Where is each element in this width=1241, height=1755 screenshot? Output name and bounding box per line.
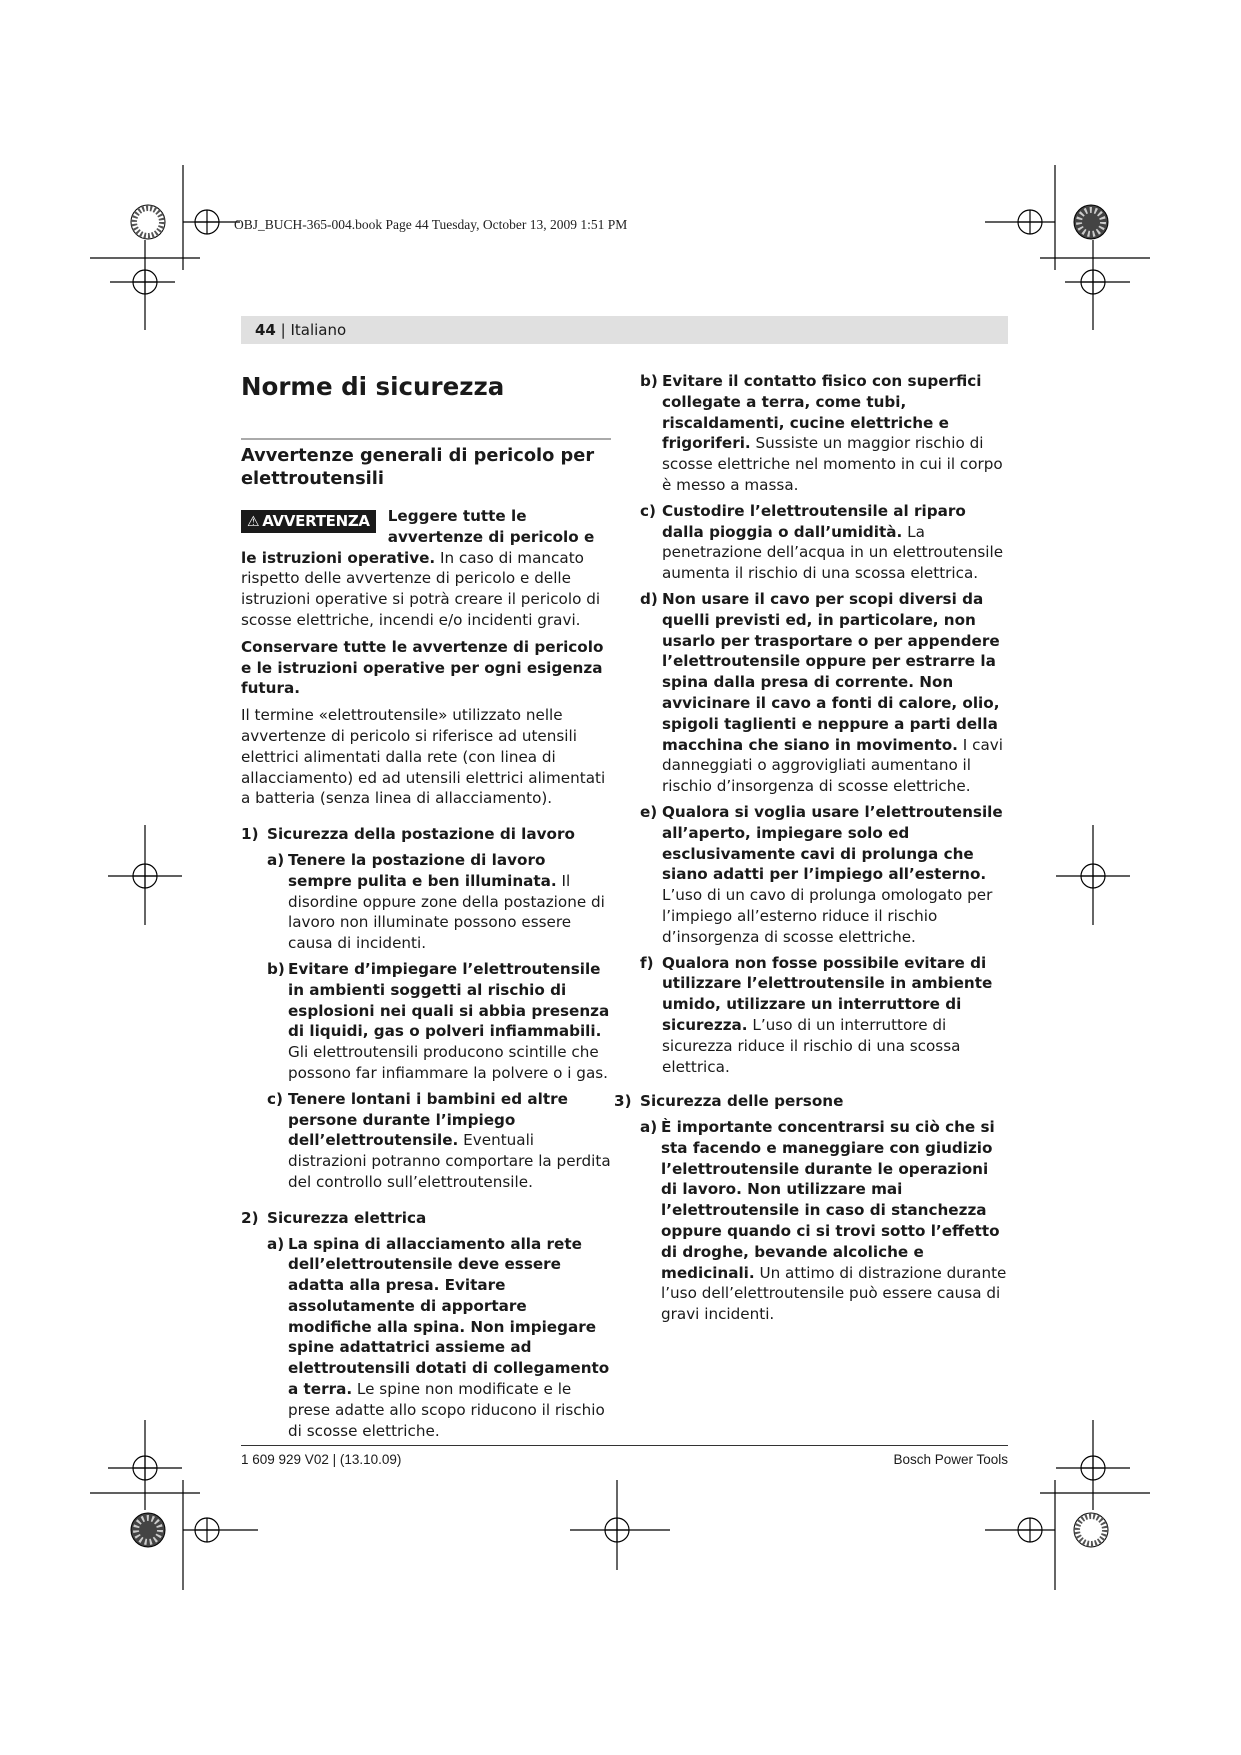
item-bold: La spina di allacciamento alla rete dell’elettroutensile deve essere adatta alla presa. Evitare assolutamente di apportare modifiche alla spina. Non impiegare spine adattatrici assieme ad elettroutensili dotati di collegamento a terra. [288, 1234, 610, 1399]
page-title: Norme di sicurezza [241, 372, 505, 401]
list-item [241, 1234, 611, 1442]
section-3-title: Sicurezza delle persone [640, 1092, 844, 1111]
list-item [241, 1089, 611, 1193]
list-item [614, 1117, 1008, 1325]
item-text: I cavi danneggiati o aggrovigliati aumentano il rischio d’insorgenza di scosse elettriche. [662, 735, 1003, 796]
item-text: L’uso di un cavo di prolunga omologato per l’impiego all’esterno riduce il rischio d’insorgenza di scosse elettriche. [662, 886, 993, 946]
list-item [640, 371, 1008, 496]
item-bold: Qualora non fosse possibile evitare di utilizzare l’elettroutensile in ambiente umido, utilizzare un interruttore di sicurezza. [662, 953, 993, 1034]
left-column [241, 371, 611, 1446]
item-letter: f) [640, 953, 654, 972]
keep-instructions-notice: Conservare tutte le avvertenze di pericolo e le istruzioni operative per ogni esigenza futura. [241, 637, 604, 698]
term-definition: Il termine «elettroutensile» utilizzato nelle avvertenze di pericolo si riferisce ad utensili elettrici alimentati dalla rete (con linea di allacciamento) ed ad utensili elettrici alimentati a batteria (senza linea di allacciamento). [241, 706, 606, 808]
item-letter: d) [640, 589, 658, 608]
right-column [614, 371, 1008, 1330]
section-3-number: 3) [614, 1092, 632, 1111]
item-bold: Qualora si voglia usare l’elettroutensile all’aperto, impiegare solo ed esclusivamente cavi di prolunga che siano adatti per l’impiego all’esterno. [662, 802, 1003, 884]
item-bold: Tenere lontani i bambini ed altre persone durante l’impiego dell’elettroutensile. [288, 1089, 568, 1150]
item-text: Sussiste un maggior rischio di scosse elettriche nel momento in cui il corpo è messo a massa. [662, 434, 1003, 494]
item-bold: È importante concentrarsi su ciò che si sta facendo e maneggiare con giudizio l’elettroutensile durante le operazioni di lavoro. Non utilizzare mai l’elettroutensile in caso di stanchezza oppure quando ci si trovi sotto l’effetto di droghe, bevande alcoliche e medicinali. [661, 1118, 1000, 1282]
item-letter: a) [267, 850, 285, 869]
item-text: L’uso di un interruttore di sicurezza riduce il rischio di una scossa elettrica. [662, 1015, 961, 1076]
item-letter: e) [640, 802, 658, 821]
warning-paragraph [241, 506, 611, 631]
section-3-heading [614, 1091, 1008, 1112]
item-text: Eventuali distrazioni potranno comportare la perdita del controllo sull’elettroutensile. [288, 1131, 611, 1191]
list-item [640, 802, 1008, 948]
section-2-heading [241, 1208, 611, 1229]
item-text: Gli elettroutensili producono scintille che possono far infiammare la polvere o i gas. [288, 1043, 608, 1082]
item-letter: c) [640, 501, 656, 520]
footer-doc-number: 1 609 929 V02 | (13.10.09) [241, 1452, 402, 1467]
item-text: Il disordine oppure zone della postazione di lavoro non illuminate possono essere causa di incidenti. [288, 871, 605, 953]
list-item [640, 953, 1008, 1078]
list-item [640, 501, 1008, 584]
list-item [241, 850, 611, 954]
warning-badge-label: AVVERTENZA [262, 512, 370, 530]
warning-text: In caso di mancato rispetto delle avvertenze di pericolo e delle istruzioni operative si potrà creare il pericolo di scosse elettriche, incendi e/o incidenti gravi. [241, 548, 601, 629]
item-text: La penetrazione dell’acqua in un elettroutensile aumenta il rischio di una scossa elettrica. [662, 522, 1004, 583]
header-separator: | [275, 321, 291, 339]
section-1-title: Sicurezza della postazione di lavoro [267, 825, 575, 844]
item-letter: a) [640, 1118, 658, 1137]
section-1-number: 1) [241, 825, 259, 844]
item-text: Le spine non modificate e le prese adatte allo scopo riducono il rischio di scosse elettriche. [288, 1380, 605, 1440]
header-language: Italiano [290, 321, 347, 339]
section-subtitle: Avvertenze generali di pericolo per elettroutensili [241, 438, 611, 490]
item-letter: b) [267, 959, 285, 978]
warning-bold-text: Leggere tutte le avvertenze di pericolo e le istruzioni operative. [241, 507, 595, 567]
page-header [241, 316, 1008, 344]
section-2-title: Sicurezza elettrica [267, 1208, 427, 1227]
item-bold: Evitare il contatto fisico con superfici collegate a terra, come tubi, riscaldamenti, cucine elettriche e frigoriferi. [662, 372, 982, 453]
item-bold: Tenere la postazione di lavoro sempre pulita e ben illuminata. [288, 850, 557, 890]
section-1-heading [241, 824, 611, 845]
footer-rule [241, 1445, 1008, 1446]
footer-brand: Bosch Power Tools [893, 1452, 1008, 1467]
warning-badge [241, 510, 376, 533]
item-bold: Non usare il cavo per scopi diversi da quelli previsti ed, in particolare, non usarlo per trasportare o per appendere l’elettroutensile oppure per estrarre la spina dalla presa di corrente. Non avvicinare il cavo a fonti di calore, olio, spigoli taglienti e neppure a parti della macchina che siano in movimento. [662, 589, 1000, 754]
warning-triangle-icon: ⚠ [247, 514, 260, 530]
page-number: 44 [255, 321, 276, 339]
print-slug: OBJ_BUCH-365-004.book Page 44 Tuesday, October 13, 2009 1:51 PM [234, 217, 628, 232]
item-letter: b) [640, 372, 658, 390]
item-letter: a) [267, 1234, 285, 1253]
item-bold: Evitare d’impiegare l’elettroutensile in ambienti soggetti al rischio di esplosioni nei quali si abbia presenza di liquidi, gas o polveri infiammabili. [288, 959, 610, 1041]
list-item [241, 959, 611, 1084]
section-2-number: 2) [241, 1208, 259, 1227]
item-bold: Custodire l’elettroutensile al riparo dalla pioggia o dall’umidità. [662, 501, 966, 541]
item-text: Un attimo di distrazione durante l’uso dell’elettroutensile può essere causa di gravi incidenti. [661, 1263, 1007, 1324]
item-letter: c) [267, 1089, 283, 1108]
list-item [640, 589, 1008, 797]
